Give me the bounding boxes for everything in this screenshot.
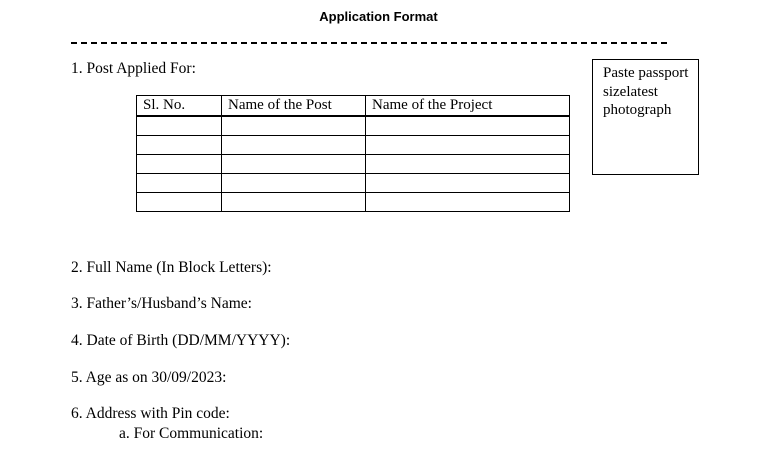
table-cell-post-name[interactable]: [222, 116, 366, 135]
table-cell-project-name[interactable]: [366, 154, 570, 173]
table-header-row: [137, 96, 570, 117]
table-cell-sl-no[interactable]: [137, 173, 222, 192]
document-title: Application Format: [319, 9, 438, 24]
table-cell-sl-no[interactable]: [137, 154, 222, 173]
table-cell-project-name[interactable]: [366, 173, 570, 192]
photo-box: [592, 59, 699, 175]
header-sl-no: Sl. No.: [137, 96, 222, 117]
date-of-birth-label: 4. Date of Birth (DD/MM/YYYY):: [71, 332, 291, 349]
post-table: [136, 95, 570, 212]
full-name-label: 2. Full Name (In Block Letters):: [71, 259, 272, 276]
table-row: [137, 116, 570, 135]
table-cell-post-name[interactable]: [222, 135, 366, 154]
table-cell-sl-no[interactable]: [137, 192, 222, 211]
header-project-name: Name of the Project: [366, 96, 570, 117]
table-cell-project-name[interactable]: [366, 192, 570, 211]
table-row: [137, 192, 570, 211]
photo-box-instruction: Paste passport sizelatest photograph: [603, 65, 689, 118]
address-communication-label: a. For Communication:: [119, 425, 264, 442]
table-cell-post-name[interactable]: [222, 154, 366, 173]
table-cell-sl-no[interactable]: [137, 135, 222, 154]
table-cell-sl-no[interactable]: [137, 116, 222, 135]
table-cell-post-name[interactable]: [222, 173, 366, 192]
table-row: [137, 154, 570, 173]
post-applied-label: 1. Post Applied For:: [71, 60, 196, 77]
header-post-name: Name of the Post: [222, 96, 366, 117]
separator-line: [71, 42, 667, 44]
address-label: 6. Address with Pin code:: [71, 405, 230, 422]
table-row: [137, 135, 570, 154]
table-cell-project-name[interactable]: [366, 116, 570, 135]
age-label: 5. Age as on 30/09/2023:: [71, 369, 227, 386]
table-cell-post-name[interactable]: [222, 192, 366, 211]
table-row: [137, 173, 570, 192]
father-husband-name-label: 3. Father’s/Husband’s Name:: [71, 295, 252, 312]
table-cell-project-name[interactable]: [366, 135, 570, 154]
